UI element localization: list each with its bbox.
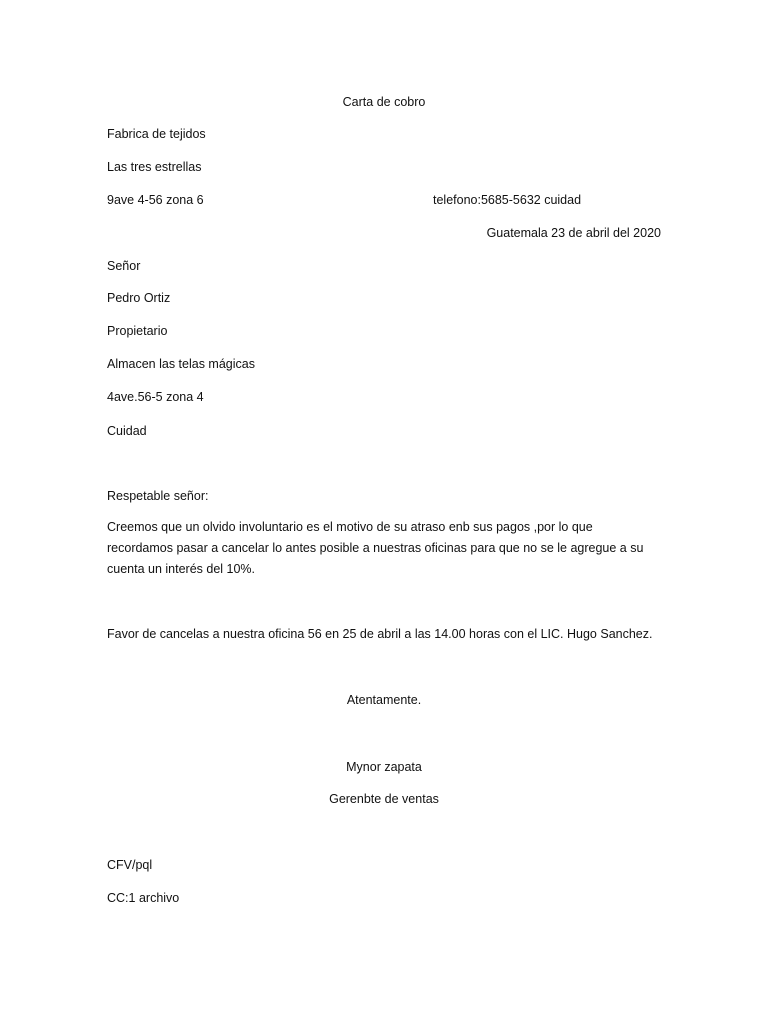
recipient-name: Pedro Ortiz	[107, 291, 171, 305]
reference-initials: CFV/pql	[107, 858, 153, 872]
body-paragraph-1: Creemos que un olvido involuntario es el motivo de su atraso enb sus pagos ,por lo que recordamos pasar a cancelar lo antes posible a nuestras oficinas para que no se le agregue a su cuenta un interés del 10%.	[107, 520, 644, 576]
letter-title: Carta de cobro	[342, 95, 426, 109]
signer-title: Gerenbte de ventas	[329, 792, 439, 806]
recipient-business: Almacen las telas mágicas	[107, 357, 255, 371]
recipient-address: 4ave.56-5 zona 4	[107, 390, 204, 404]
sender-company-line2: Las tres estrellas	[107, 160, 202, 174]
recipient-salutation-title: Señor	[107, 259, 141, 273]
signer-name: Mynor zapata	[346, 760, 422, 774]
sender-phone: telefono:5685-5632 cuidad	[433, 193, 582, 207]
letter-greeting: Respetable señor:	[107, 489, 209, 503]
recipient-position: Propietario	[107, 324, 168, 338]
recipient-city: Cuidad	[107, 424, 147, 438]
letter-closing: Atentamente.	[346, 693, 422, 707]
copy-note: CC:1 archivo	[107, 891, 180, 905]
sender-address: 9ave 4-56 zona 6	[107, 193, 204, 207]
letter-date: Guatemala 23 de abril del 2020	[486, 226, 661, 240]
sender-company-line1: Fabrica de tejidos	[107, 127, 206, 141]
body-paragraph-2: Favor de cancelas a nuestra oficina 56 en 25 de abril a las 14.00 horas con el LIC. Hugo Sanchez.	[107, 627, 653, 641]
